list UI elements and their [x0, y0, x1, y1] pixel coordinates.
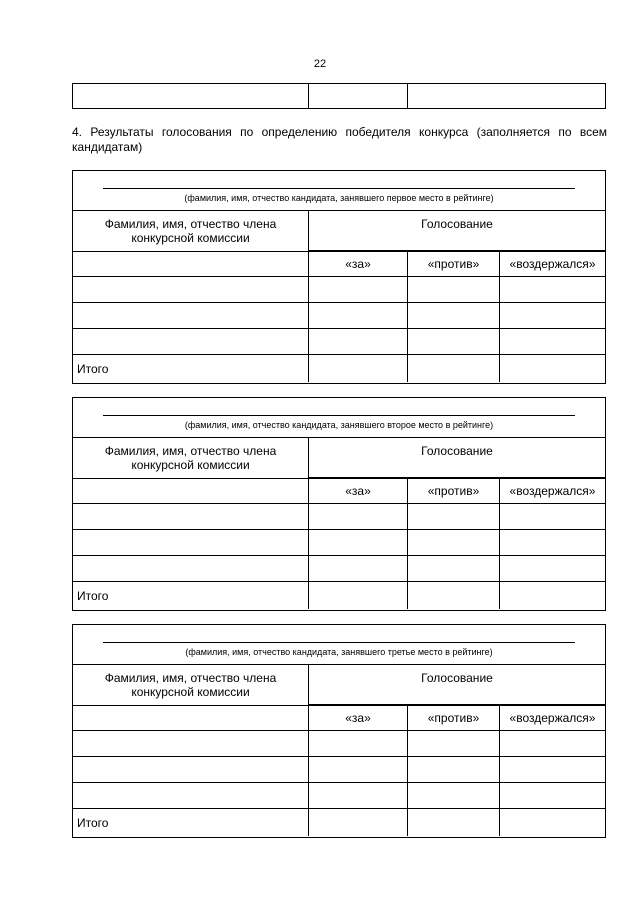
candidate-caption: (фамилия, имя, отчество кандидата, занявшего второе место в рейтинге)	[184, 420, 494, 430]
voting-header: Голосование	[309, 665, 605, 705]
candidate-voting-table-2	[72, 397, 606, 611]
candidate-name-line	[103, 642, 575, 643]
table-row	[73, 556, 605, 582]
total-row	[73, 355, 605, 382]
table-row	[73, 757, 605, 783]
table-row	[73, 329, 605, 355]
vote-for-header: «за»	[309, 252, 408, 276]
voting-header: Голосование	[309, 211, 605, 251]
table-row	[73, 530, 605, 556]
vote-against-header: «против»	[408, 479, 500, 503]
total-label: Итого	[73, 582, 309, 609]
section-heading: 4. Результаты голосования по определению победителя конкурса (заполняется по всем кандидатам)	[72, 125, 607, 154]
total-row	[73, 582, 605, 609]
vote-for-header: «за»	[309, 479, 408, 503]
vote-against-header: «против»	[408, 706, 500, 730]
continued-table-row	[72, 83, 606, 109]
vote-for-header: «за»	[309, 706, 408, 730]
vote-abstain-header: «воздержался»	[509, 484, 596, 498]
voting-header: Голосование	[309, 438, 605, 478]
candidate-name-line	[103, 188, 575, 189]
member-column-header: Фамилия, имя, отчество члена конкурсной комиссии	[73, 211, 309, 251]
page-number: 22	[313, 58, 327, 70]
candidate-name-line	[103, 415, 575, 416]
table-row	[73, 303, 605, 329]
table-cell	[73, 479, 309, 503]
table-row	[73, 783, 605, 809]
member-column-header: Фамилия, имя, отчество члена конкурсной комиссии	[73, 438, 309, 478]
candidate-name-field	[73, 171, 605, 211]
member-column-header: Фамилия, имя, отчество члена конкурсной комиссии	[73, 665, 309, 705]
total-label: Итого	[73, 355, 309, 382]
candidate-caption: (фамилия, имя, отчество кандидата, занявшего третье место в рейтинге)	[185, 647, 493, 657]
table-row	[73, 731, 605, 757]
total-label: Итого	[73, 809, 309, 836]
table-cell	[73, 252, 309, 276]
vote-abstain-header: «воздержался»	[509, 711, 596, 725]
total-row	[73, 809, 605, 836]
candidate-voting-table-3	[72, 624, 606, 838]
table-cell	[408, 84, 605, 108]
table-cell	[73, 84, 309, 108]
candidate-voting-table-1	[72, 170, 606, 384]
candidate-caption: (фамилия, имя, отчество кандидата, занявшего первое место в рейтинге)	[184, 193, 494, 203]
candidate-name-field	[73, 398, 605, 438]
vote-against-header: «против»	[408, 252, 500, 276]
table-row	[73, 277, 605, 303]
table-cell	[73, 706, 309, 730]
table-cell	[309, 84, 408, 108]
vote-abstain-header: «воздержался»	[509, 257, 596, 271]
candidate-name-field	[73, 625, 605, 665]
table-row	[73, 504, 605, 530]
